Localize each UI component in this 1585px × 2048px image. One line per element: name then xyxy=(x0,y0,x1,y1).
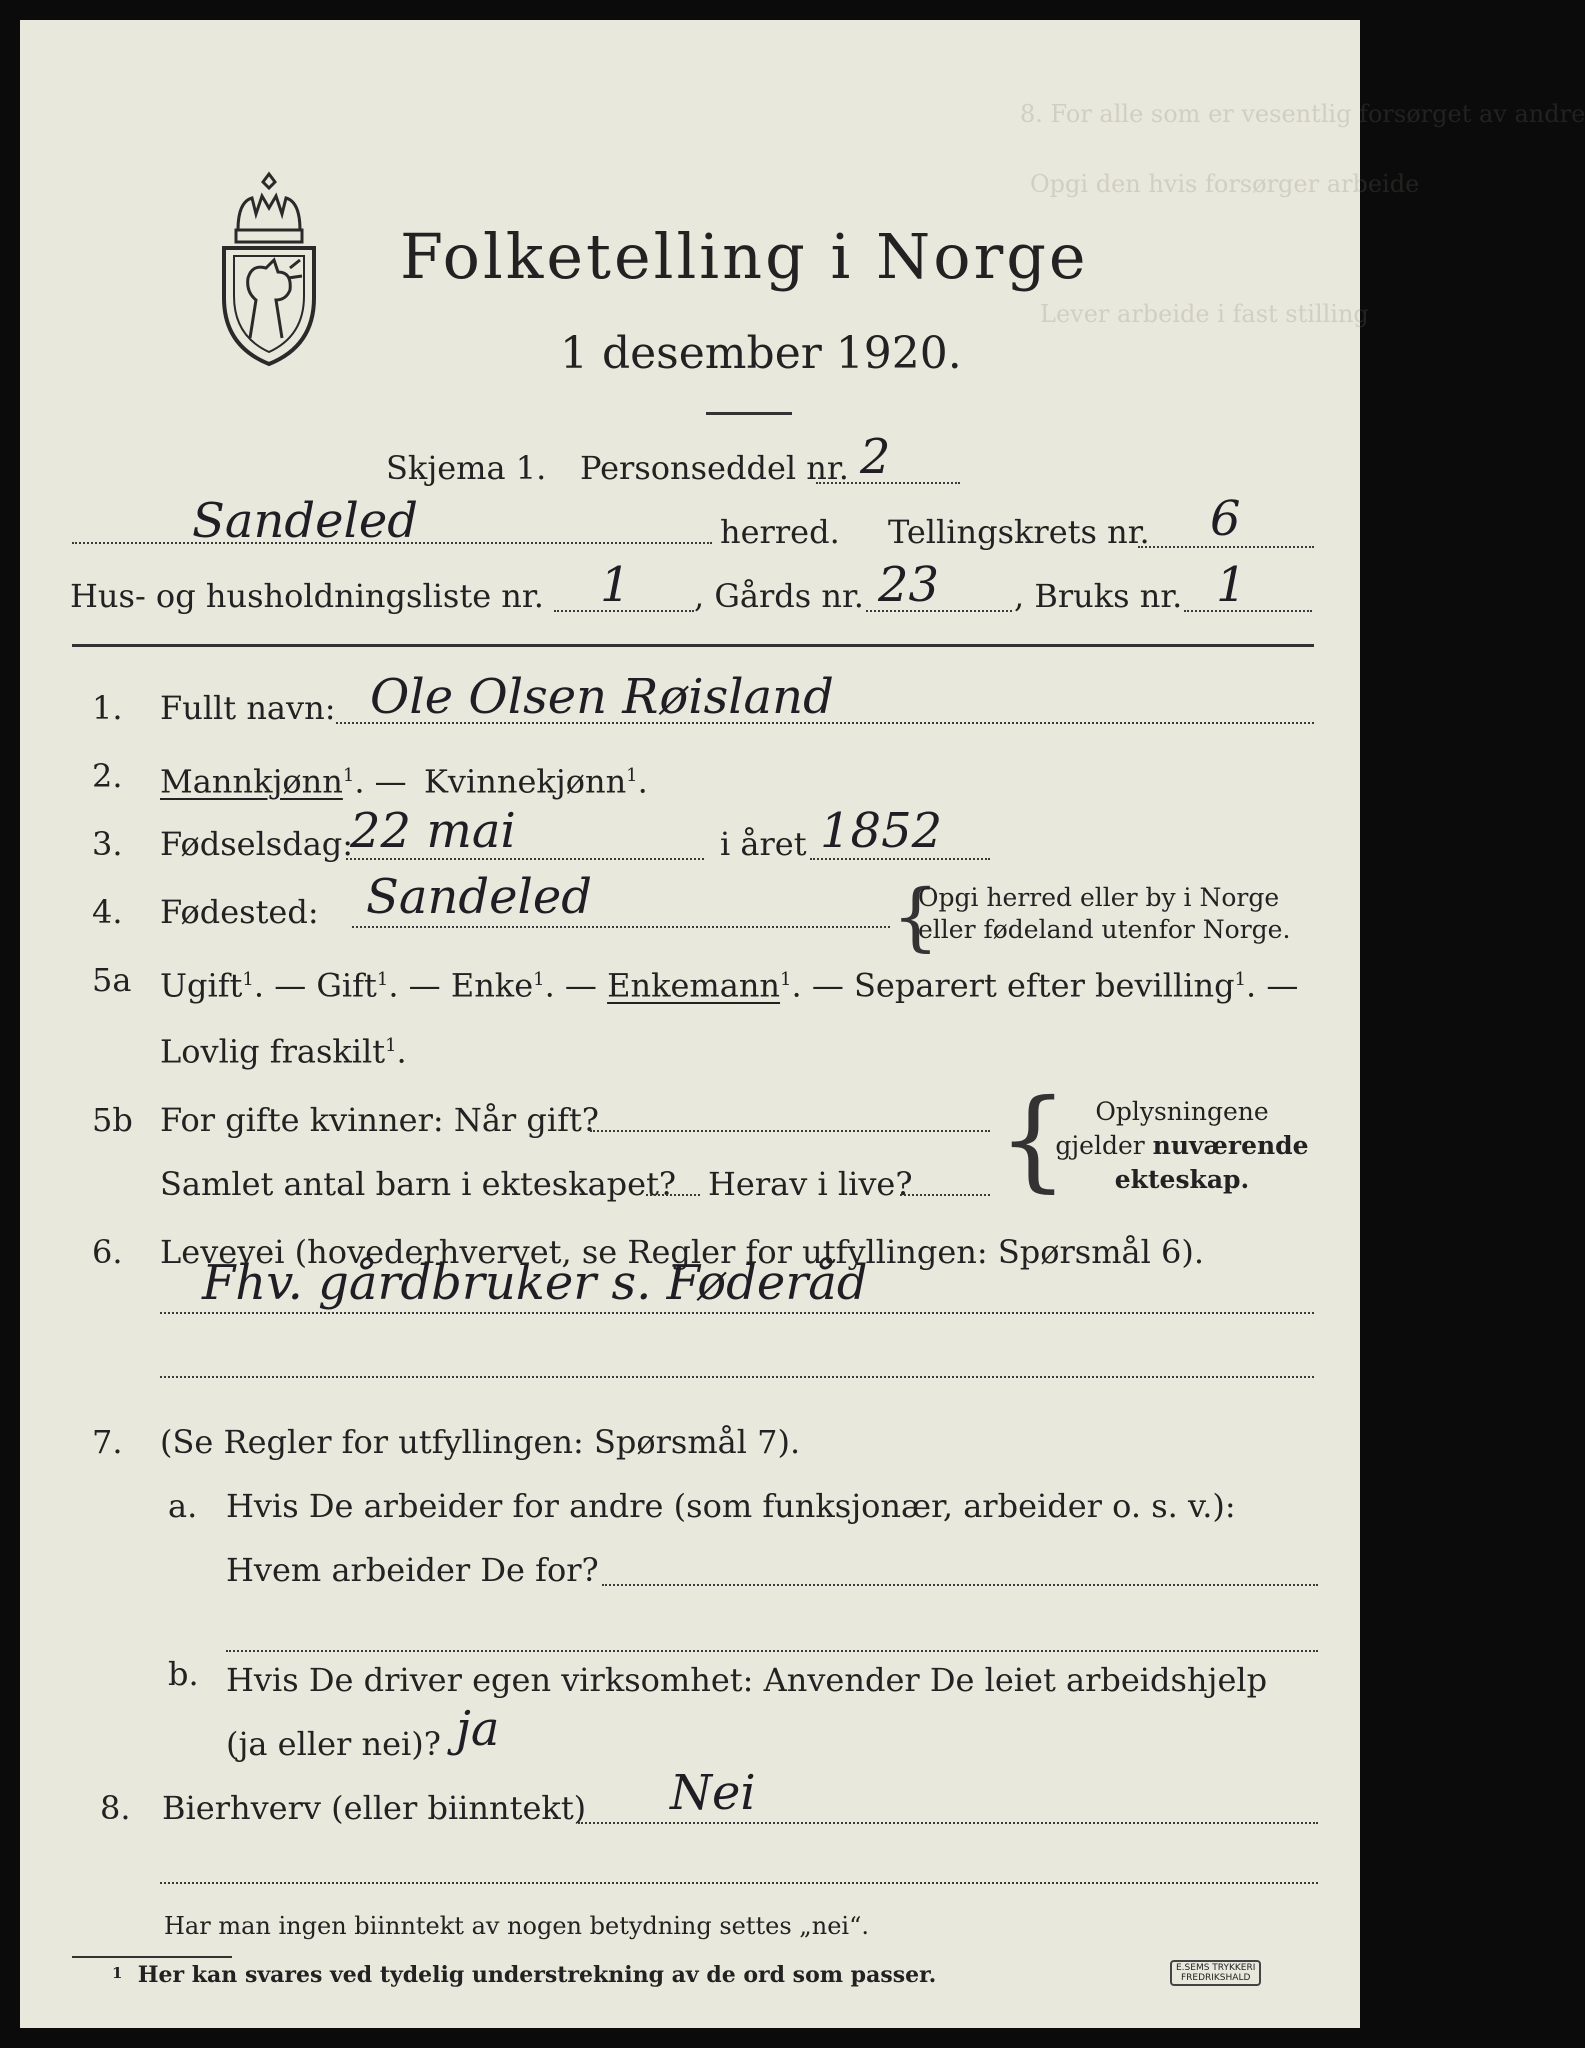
q5b-label2: Samlet antal barn i ekteskapet? xyxy=(160,1165,677,1203)
q1-number: 1. xyxy=(92,689,123,727)
personseddel-label: Personseddel nr. xyxy=(580,449,849,487)
q5b-brace: { xyxy=(998,1075,1068,1203)
q5b-note3: ekteskap. xyxy=(1114,1165,1250,1194)
husholdningsliste-value: 1 xyxy=(600,557,631,613)
q7b-value: ja xyxy=(456,1701,500,1757)
year-label: i året xyxy=(720,825,807,863)
tellingskrets-value: 6 xyxy=(1210,491,1241,547)
coat-of-arms-icon xyxy=(216,168,322,368)
q7b-label2: (ja eller nei)? xyxy=(226,1725,441,1763)
occupation-field-1[interactable] xyxy=(160,1312,1314,1314)
q7a-letter: a. xyxy=(168,1487,198,1525)
alive-field[interactable] xyxy=(900,1194,990,1196)
q4-note-line2: eller fødeland utenfor Norge. xyxy=(918,915,1291,944)
herred-label: herred. xyxy=(720,513,840,551)
bleed-text: Opgi den hvis forsørger arbeide xyxy=(1030,170,1420,198)
q5b-label1: For gifte kvinner: Når gift? xyxy=(160,1101,599,1139)
enkemann-selected: Enkemann xyxy=(607,966,781,1005)
q2-female-option[interactable]: Kvinnekjønn$^1$. xyxy=(424,762,648,801)
bruks-field[interactable] xyxy=(1184,610,1312,612)
birthplace-field[interactable] xyxy=(352,926,890,928)
tellingskrets-label: Tellingskrets nr. xyxy=(888,513,1150,551)
note-text: Har man ingen biinntekt av nogen betydning settes „nei“. xyxy=(164,1912,869,1940)
q7a-label2: Hvem arbeider De for? xyxy=(226,1551,599,1589)
occupation-value: Fhv. gårdbruker s. Føderåd xyxy=(202,1255,868,1311)
bleed-text: 8. For alle som er vesentlig forsørget av andre xyxy=(1020,100,1585,128)
q5b-number: 5b xyxy=(92,1101,133,1139)
q7b-letter: b. xyxy=(168,1655,199,1693)
q8-number: 8. xyxy=(100,1789,131,1827)
q5b-note2: gjelder nuværende xyxy=(1055,1131,1309,1160)
birthday-value: 22 mai xyxy=(350,803,516,859)
married-when-field[interactable] xyxy=(590,1130,990,1132)
herred-value: Sandeled xyxy=(192,493,419,549)
q7b-label1: Hvis De driver egen virksomhet: Anvender De leiet arbeidshjelp xyxy=(226,1661,1268,1699)
employer-field-1[interactable] xyxy=(602,1584,1318,1586)
q4-number: 4. xyxy=(92,893,123,931)
birth-year-value: 1852 xyxy=(820,803,943,859)
birthplace-value: Sandeled xyxy=(366,869,593,925)
side-income-value: Nei xyxy=(670,1765,756,1821)
gards-value: 23 xyxy=(878,557,940,613)
q7a-label1: Hvis De arbeider for andre (som funksjonær, arbeider o. s. v.): xyxy=(226,1487,1236,1525)
form-title: Folketelling i Norge xyxy=(400,220,1089,293)
census-form xyxy=(20,20,1585,2028)
form-date: 1 desember 1920. xyxy=(560,328,962,379)
q4-label: Fødested: xyxy=(160,893,319,931)
q2-male-option[interactable]: Mannkjønn$^1$. — xyxy=(160,762,407,801)
footnote: 1 Her kan svares ved tydelig understrekning av de ord som passer. xyxy=(112,1962,937,1988)
q3-label: Fødselsdag: xyxy=(160,825,354,863)
q6-label: Levevei (hovederhvervet, se Regler for utfyllingen: Spørsmål 6). xyxy=(160,1233,1205,1271)
q1-label: Fullt navn: xyxy=(160,689,336,727)
q5a-fraskilt-option[interactable]: Lovlig fraskilt$^1$. xyxy=(160,1032,407,1071)
side-income-field-2[interactable] xyxy=(160,1882,1318,1884)
q7-label: (Se Regler for utfyllingen: Spørsmål 7). xyxy=(160,1423,801,1461)
q5b-note1: Oplysningene xyxy=(1095,1097,1269,1126)
children-field[interactable] xyxy=(646,1194,700,1196)
q7-number: 7. xyxy=(92,1423,123,1461)
q4-brace: { xyxy=(892,874,940,960)
bruks-label: , Bruks nr. xyxy=(1014,577,1183,615)
bruks-value: 1 xyxy=(1216,557,1247,613)
husholdningsliste-label: Hus- og husholdningsliste nr. xyxy=(70,577,544,615)
q4-note-line1: Opgi herred eller by i Norge xyxy=(918,883,1280,912)
q5b-label3: Herav i live? xyxy=(708,1165,913,1203)
q5a-number: 5a xyxy=(92,961,132,999)
side-income-field-1[interactable] xyxy=(578,1822,1318,1824)
personseddel-value: 2 xyxy=(860,429,891,485)
footnote-rule xyxy=(72,1956,232,1958)
gards-label: , Gårds nr. xyxy=(694,577,864,615)
full-name-value: Ole Olsen Røisland xyxy=(370,669,834,725)
printer-stamp: E.SEMS TRYKKERI FREDRIKSHALD xyxy=(1170,1960,1261,1986)
q8-label: Bierhverv (eller biinntekt) xyxy=(162,1789,587,1827)
q2-number: 2. xyxy=(92,757,123,795)
occupation-field-2[interactable] xyxy=(160,1376,1314,1378)
employer-field-2[interactable] xyxy=(226,1650,1318,1652)
bleed-text: Lever arbeide i fast stilling xyxy=(1040,300,1369,328)
title-divider xyxy=(706,412,792,415)
q3-number: 3. xyxy=(92,825,123,863)
header-rule xyxy=(72,644,1314,647)
q6-number: 6. xyxy=(92,1233,123,1271)
q5a-options[interactable]: Ugift$^1$. — Gift$^1$. — Enke$^1$. — Enkemann$^1$. — Separert efter bevilling$^1$. — xyxy=(160,966,1299,1005)
schema-label: Skjema 1. xyxy=(386,449,547,487)
